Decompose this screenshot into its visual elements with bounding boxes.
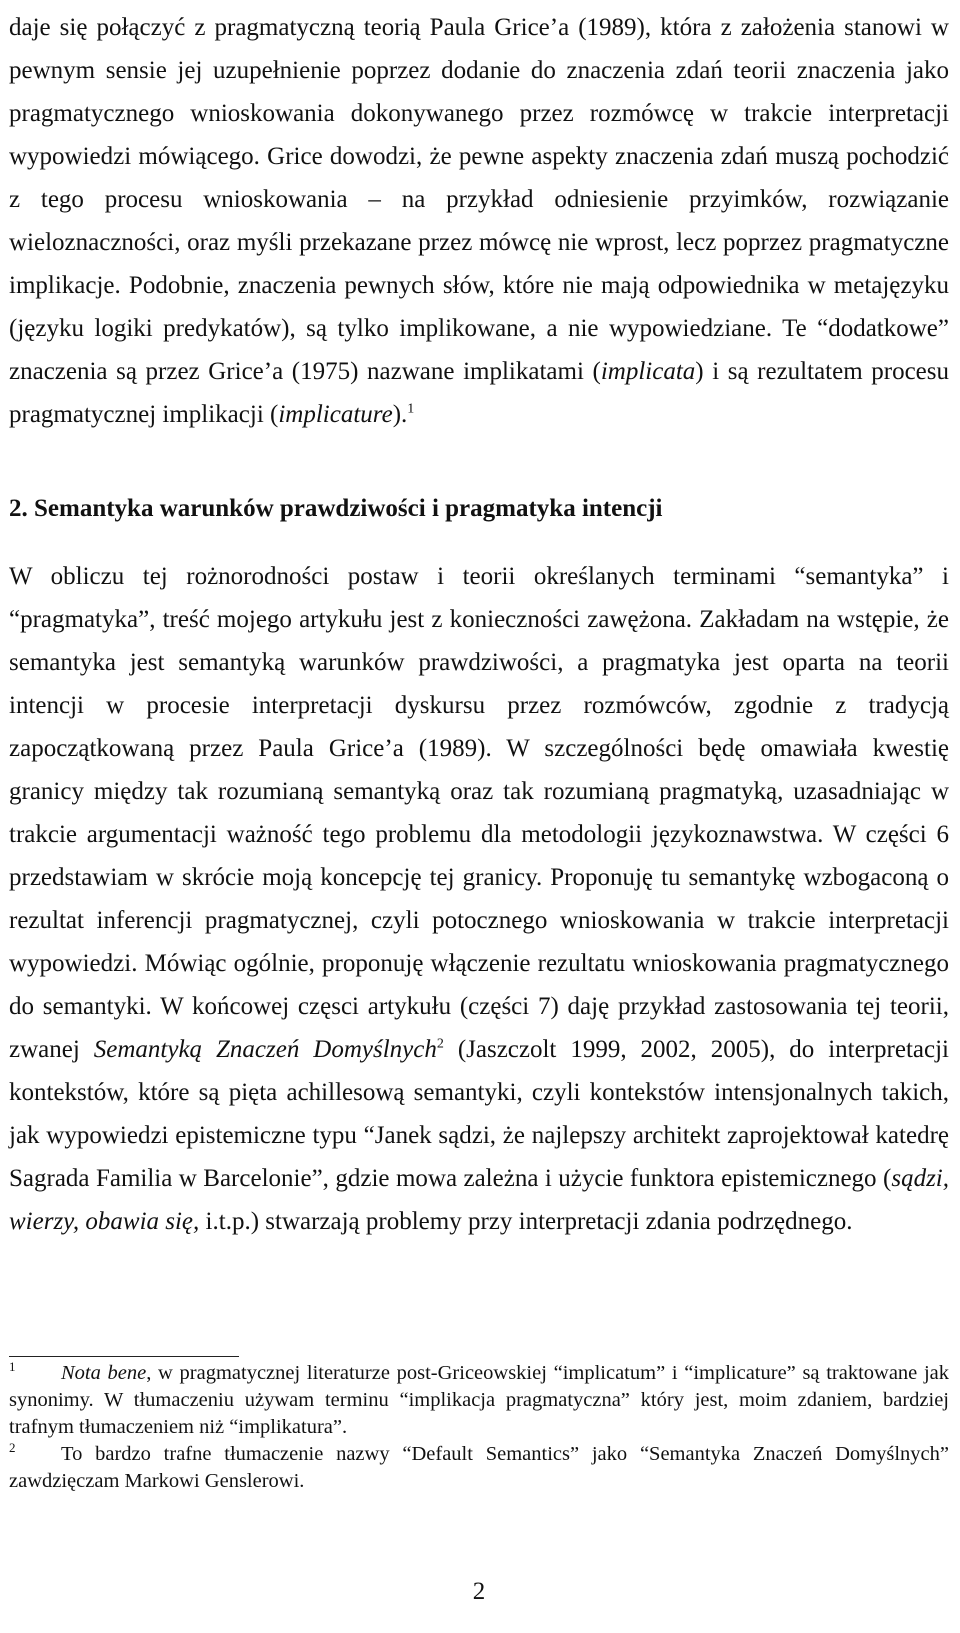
footnote-ref-1[interactable]: 1 bbox=[407, 401, 415, 417]
para2-text-3: i.t.p.) stwarzają problemy przy interpretacji zdania podrzędnego. bbox=[199, 1208, 853, 1235]
paragraph-intro bbox=[9, 6, 949, 436]
term-implicata: implicata bbox=[600, 358, 696, 385]
epistemic-verbs: sądzi, wierzy, obawia się, bbox=[9, 1165, 949, 1235]
section-heading: 2. Semantyka warunków prawdziwości i pragmatyka intencji bbox=[9, 495, 663, 522]
footnote-text: , w pragmatycznej literaturze post-Griceowskiej “implicatum” i “implicature” są traktowane jak synonimy. W tłumaczeniu używam terminu “implikacja pragmatyczna” który jest, moim zdaniem, bardziej trafnym tłumaczeniem niż “implikatura”. bbox=[9, 1362, 949, 1438]
footnotes bbox=[9, 1360, 949, 1495]
term-semantyka-znaczen-domyslnych: Semantyką Znaczeń Domyślnych bbox=[93, 1036, 437, 1063]
term-implicature: implicature bbox=[278, 401, 393, 428]
para1-text-3: ). bbox=[392, 401, 408, 428]
footnote-separator bbox=[9, 1356, 239, 1357]
page-number: 2 bbox=[472, 1578, 486, 1605]
para2-text-2: (Jaszczolt 1999, 2002, 2005), do interpretacji kontekstów, które są pięta achillesową semantyki, czyli kontekstów intensjonalnych takich, jak wypowiedzi epistemiczne typu “Janek sądzi, że najlepszy architekt zaprojektował katedrę Sagrada Familia w Barcelonie”, gdzie mowa zależna i użycie funktora epistemicznego ( bbox=[9, 1036, 949, 1192]
footnote-text: To bardzo trafne tłumaczenie nazwy “Default Semantics” jako “Semantyka Znaczeń Domyślnych” zawdzięczam Markowi Genslerowi. bbox=[9, 1443, 949, 1492]
footnote-1: 1 Nota bene, w pragmatycznej literaturze post-Griceowskiej “implicatum” i “implicature” są traktowane jak synonimy. W tłumaczeniu używam terminu “implikacja pragmatyczna” który jest, moim zdaniem, bardziej trafnym tłumaczeniem niż “implikatura”. bbox=[9, 1359, 949, 1438]
para2-text-1: W obliczu tej rożnorodności postaw i teorii określanych terminami “semantyka” i “pragmatyka”, treść mojego artykułu jest z konieczności zawężona. Zakładam na wstępie, że semantyka jest semantyką warunków prawdziwości, a pragmatyka jest oparta na teorii intencji w procesie interpretacji dyskursu przez rozmówców, zgodnie z tradycją zapoczątkowaną przez Paula Grice’a (1989). W szczególności będę omawiała kwestię granicy między tak rozumianą semantyką oraz tak rozumianą pragmatyką, uzasadniając w trakcie argumentacji ważność tego problemu dla metodologii językoznawstwa. W części 6 przedstawiam w skrócie moją koncepcję tej granicy. Proponuję tu semantykę wzbogaconą o rezultat inferencji pragmatycznej, czyli potocznego wnioskowania w trakcie interpretacji wypowiedzi. Mówiąc ogólnie, proponuję włączenie rezultatu wnioskowania pragmatycznego do semantyki. W końcowej częsci artykułu (części 7) daję przykład zastosowania tej teorii, zwanej bbox=[9, 563, 949, 1063]
footnote-ref-2[interactable]: 2 bbox=[436, 1036, 444, 1052]
para1-text-2: ) i są rezultatem procesu pragmatycznej implikacji ( bbox=[9, 358, 949, 428]
paragraph-section-2 bbox=[9, 555, 949, 1243]
footnote-italic: Nota bene bbox=[61, 1362, 147, 1384]
footnote-2: 2 To bardzo trafne tłumaczenie nazwy “Default Semantics” jako “Semantyka Znaczeń Domyślnych” zawdzięczam Markowi Genslerowi. bbox=[9, 1440, 949, 1492]
para1-text-1: daje się połączyć z pragmatyczną teorią Paula Grice’a (1989), która z założenia stanowi w pewnym sensie jej uzupełnienie poprzez dodanie do znaczenia zdań teorii znaczenia jako pragmatycznego wnioskowania dokonywanego przez rozmówcę w trakcie interpretacji wypowiedzi mówiącego. Grice dowodzi, że pewne aspekty znaczenia zdań muszą pochodzić z tego procesu wnioskowania – na przykład odniesienie przyimków, rozwiązanie wieloznaczności, oraz myśli przekazane przez mówcę nie wprost, lecz poprzez pragmatyczne implikacje. Podobnie, znaczenia pewnych słów, które nie mają odpowiednika w metajęzyku (języku logiki predykatów), są tylko implikowane, a nie wypowiedziane. Te “dodatkowe” znaczenia są przez Grice’a (1975) nazwane implikatami ( bbox=[9, 14, 949, 385]
